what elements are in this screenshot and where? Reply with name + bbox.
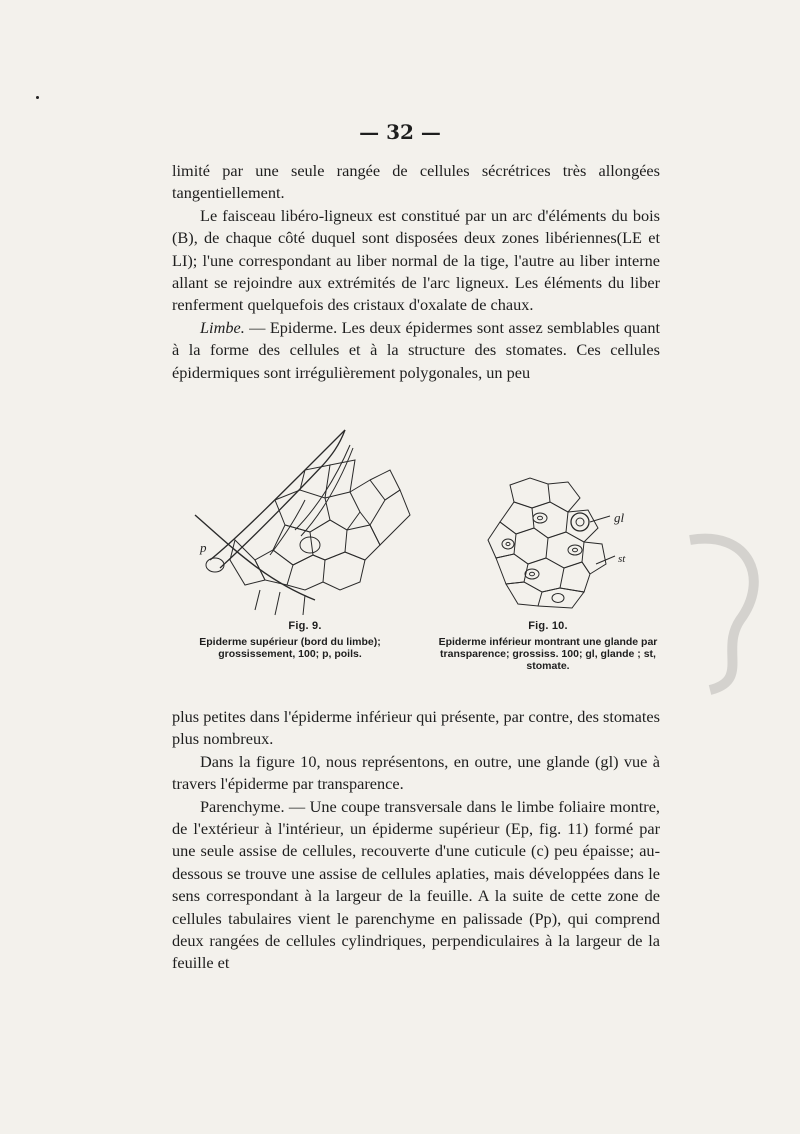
figure-10-annotation-st: st bbox=[618, 553, 626, 565]
figure-9-caption: Epiderme supérieur (bord du limbe); grossissement, 100; p, poils. bbox=[199, 636, 381, 660]
figure-10-illustration bbox=[420, 470, 660, 620]
paragraph-figure-10-gland: Dans la figure 10, nous représentons, en outre, une glande (gl) vue à travers l'épiderme par transparence. bbox=[172, 751, 660, 794]
figure-9 bbox=[175, 420, 435, 690]
top-text-block bbox=[172, 160, 660, 384]
figure-10 bbox=[420, 470, 660, 690]
bottom-text-block bbox=[172, 706, 660, 975]
figure-9-label: Fig. 9. bbox=[288, 620, 322, 632]
paragraph-vascular-bundle: Le faisceau libéro-ligneux est constitué par un arc d'éléments du bois (B), de chaque côté duquel sont disposées deux zones libériennes(LE et LI); l'une correspondant au liber normal de la tige, l'autre au liber interne allant se rejoindre aux extrémités de l'arc ligneux. Les éléments du liber renferment quelquefois des cristaux d'oxalate de chaux. bbox=[172, 205, 660, 315]
figure-9-annotation-p: p bbox=[200, 540, 207, 555]
limbe-heading: Limbe. bbox=[200, 317, 245, 337]
bleed-through-shape bbox=[670, 520, 780, 700]
paragraph-stomates: plus petites dans l'épiderme inférieur qui présente, par contre, des stomates plus nombreux. bbox=[172, 707, 660, 749]
limbe-text: — Epiderme. Les deux épidermes sont assez semblables quant à la forme des cellules et à la structure des stomates. Ces cellules épidermiques sont irrégulièrement polygonales, un peu bbox=[172, 317, 660, 382]
paragraph-parenchyme: Parenchyme. — Une coupe transversale dans le limbe foliaire montre, de l'extérieur à l'intérieur, un épiderme supérieur (Ep, fig. 11) formé par une seule assise de cellules, recouverte d'une cuticule (c) peu épaisse; au-dessous se trouve une assise de cellules aplaties, mais développées dans le sens correspondant à la largeur de la feuille. A la suite de cette zone de cellules tabulaires vient le parenchyme en palissade (Pp), qui comprend deux rangées de cellules cylindriques, perpendiculaires à la largeur de la feuille et bbox=[172, 796, 660, 973]
paper-speck bbox=[36, 96, 39, 99]
paragraph-limbe-epiderme bbox=[172, 317, 660, 384]
figure-10-caption: Epiderme inférieur montrant une glande par transparence; grossiss. 100; gl, glande ; st, stomate. bbox=[438, 636, 658, 672]
figure-10-label: Fig. 10. bbox=[528, 620, 568, 632]
figure-10-annotation-gl: gl bbox=[614, 510, 625, 525]
paragraph-secretory-cells: limité par une seule rangée de cellules sécrétrices très allongées tangentiellement. bbox=[172, 161, 660, 203]
page-number: — 32 — bbox=[359, 120, 441, 144]
figure-9-illustration bbox=[175, 420, 435, 620]
